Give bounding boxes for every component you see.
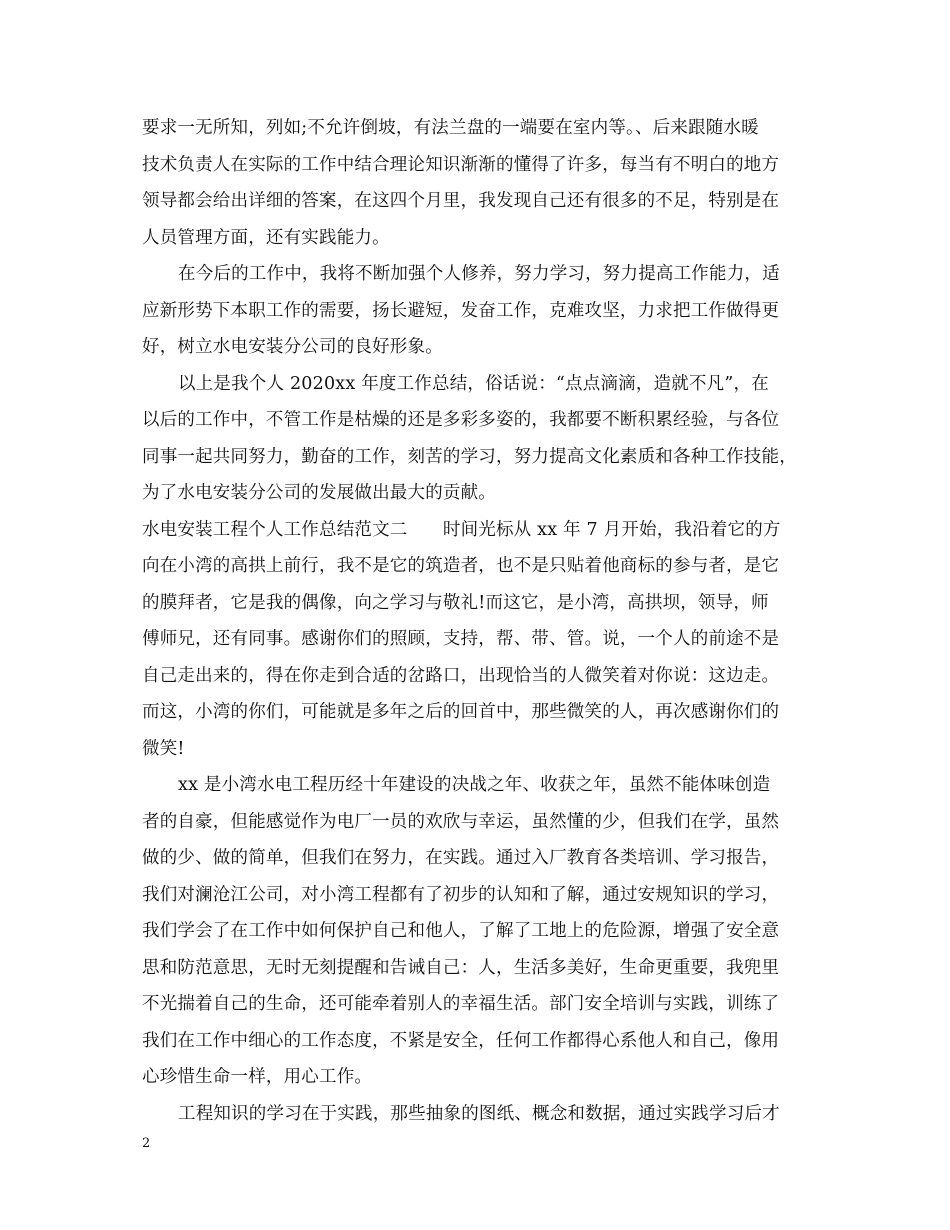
text-line: 好，树立水电安装分公司的良好形象。 — [142, 337, 443, 357]
text-line: 人员管理方面，还有实践能力。 — [142, 227, 390, 248]
text-line: 技术负责人在实际的工作中结合理论知识渐渐的懂得了许多，每当有不明白的地方 — [142, 154, 780, 175]
text-line: 我们在工作中细心的工作态度，不紧是安全，任何工作都得心系他人和自己，像用 — [142, 1030, 780, 1051]
text-line: 思和防范意思，无时无刻提醒和告诫自己：人，生活多美好，生命更重要，我兜里 — [142, 957, 780, 978]
text-line: 不光揣着自己的生命，还可能牵着别人的幸福生活。部门安全培训与实践，训练了 — [142, 994, 780, 1014]
text-line: 心珍惜生命一样，用心工作。 — [142, 1067, 373, 1087]
text-line: 傅师兄，还有同事。感谢你们的照顾，支持，帮、带、管。说，一个人的前途不是 — [142, 629, 780, 649]
text-line: 者的自豪，但能感觉作为电厂一员的欢欣与幸运，虽然懂的少，但我们在学，虽然 — [142, 811, 780, 832]
text-line: 同事一起共同努力，勤奋的工作，刻苦的学习，努力提高文化素质和各种工作技能， — [142, 446, 797, 467]
text-line: 向在小湾的高拱上前行，我不是它的筑造者，也不是只贴着他商标的参与者，是它 — [142, 556, 780, 576]
text-line: 应新形势下本职工作的需要，扬长避短，发奋工作，克难攻坚，力求把工作做得更 — [142, 300, 780, 321]
text-line: 我们学会了在工作中如何保护自己和他人，了解了工地上的危险源，增强了安全意 — [142, 921, 780, 941]
text-line: 要求一无所知，列如;不允许倒坡，有法兰盘的一端要在室内等。、后来跟随水暖 — [142, 118, 759, 138]
text-line: 为了水电安装分公司的发展做出最大的贡献。 — [142, 483, 496, 503]
paragraph-start-line: 以上是我个人 2020xx 年度工作总结，俗话说：“点点滴滴，造就不凡”，在 — [178, 373, 769, 394]
text-line: 以后的工作中，不管工作是枯燥的还是多彩多姿的，我都要不断积累经验，与各位 — [142, 410, 780, 430]
paragraph-start-line: 工程知识的学习在于实践，那些抽象的图纸、概念和数据，通过实践学习后才 — [178, 1103, 780, 1124]
section-heading-line: 水电安装工程个人工作总结范文二 时间光标从 xx 年 7 月开始，我沿着它的方 — [142, 519, 781, 540]
document-body — [142, 110, 822, 1132]
text-line: 领导都会给出详细的答案，在这四个月里，我发现自己还有很多的不足，特别是在 — [142, 191, 780, 211]
text-line: 而这，小湾的你们，可能就是多年之后的回首中，那些微笑的人，再次感谢你们的 — [142, 702, 780, 722]
text-line: 微笑! — [142, 738, 185, 759]
paragraph-start-line: 在今后的工作中，我将不断加强个人修养，努力学习，努力提高工作能力，适 — [178, 264, 780, 284]
text-line: 的膜拜者，它是我的偶像，向之学习与敬礼!而这它，是小湾，高拱坝，领导，师 — [142, 592, 769, 613]
text-line: 自己走出来的，得在你走到合适的岔路口，出现恰当的人微笑着对你说：这边走。 — [142, 665, 780, 686]
text-line: 做的少、做的简单，但我们在努力，在实践。通过入厂教育各类培训、学习报告， — [142, 848, 780, 868]
page-number: 2 — [142, 1136, 151, 1151]
paragraph-start-line: xx 是小湾水电工程历经十年建设的决战之年、收获之年，虽然不能体味创造 — [178, 775, 771, 795]
text-line: 我们对澜沧江公司，对小湾工程都有了初步的认知和了解，通过安规知识的学习， — [142, 884, 780, 905]
